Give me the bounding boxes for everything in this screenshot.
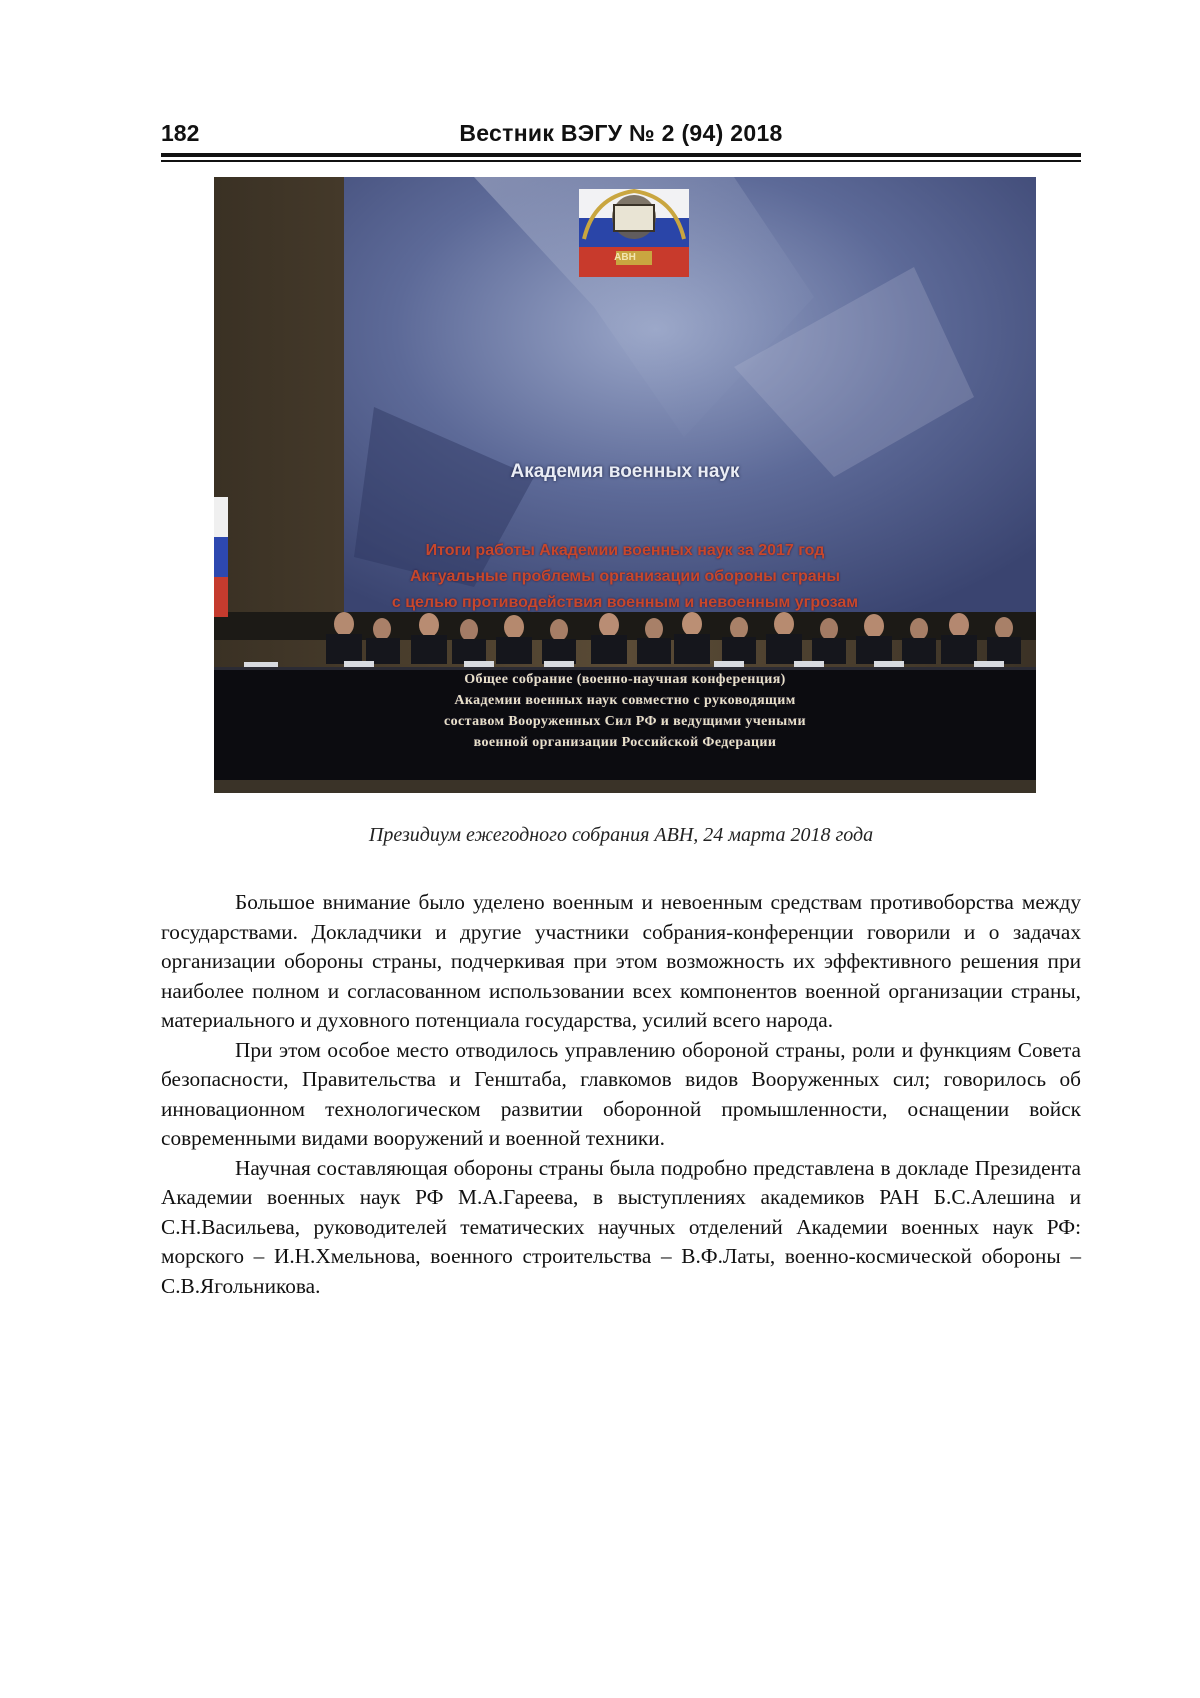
screen-conference-line: Итоги работы Академии военных наук за 2017 год (425, 542, 825, 559)
screen-meeting-line: военной организации Российской Федерации (473, 735, 777, 750)
screen-academy-title: Академия военных наук (510, 461, 740, 482)
article-body (161, 888, 1081, 1301)
academy-emblem (579, 189, 689, 277)
screen-conference-line: с целью противодействия военным и невоенным угрозам (391, 594, 859, 611)
screen-meeting-line: Академии военных наук совместно с руководящим (454, 693, 796, 708)
header-rule-thick (161, 153, 1081, 157)
photo-caption: Президиум ежегодного собрания АВН, 24 марта 2018 года (368, 824, 874, 846)
paragraph: При этом особое место отводилось управлению обороной страны, роли и функциям Совета безопасности, Правительства и Генштаба, главкомов видов Вооруженных сил; говорилось об инновационном технологическом развитии оборонной промышленности, оснащении войск современными видами вооружений и военной техники. (161, 1037, 1081, 1150)
screen-conference-line: Актуальные проблемы организации обороны страны (409, 568, 841, 585)
paragraph: Научная составляющая обороны страны была подробно представлена в докладе Президента Академии военных наук РФ М.А.Гареева, в выступлениях академиков РАН Б.С.Алешина и С.Н.Васильева, руководителей тематических научных отделений Академии военных наук РФ: морского – И.Н.Хмельнова, военного строительства – В.Ф.Латы, военно-космической обороны – С.В.Ягольникова. (161, 1155, 1081, 1298)
journal-title: Вестник ВЭГУ № 2 (94) 2018 (459, 120, 783, 146)
page-number: 182 (161, 120, 200, 146)
emblem-label: АВН (614, 252, 636, 263)
paragraph: Большое внимание было уделено военным и невоенным средствам противоборства между государствами. Докладчики и другие участники собрания-конференции говорили и о задачах организации обороны страны, подчеркивая при этом возможность их эффективного решения при наиболее полном и согласованном использовании всех компонентов военной организации страны, материального и духовного потенциала государства, усилий всего народа. (161, 890, 1081, 1032)
screen-meeting-line: Общее собрание (военно-научная конференция) (464, 672, 786, 687)
running-header (161, 116, 1081, 156)
presidium-photo (214, 177, 1036, 793)
header-rule-thin (161, 160, 1081, 162)
screen-meeting-line: составом Вооруженных Сил РФ и ведущими учеными (444, 714, 806, 729)
